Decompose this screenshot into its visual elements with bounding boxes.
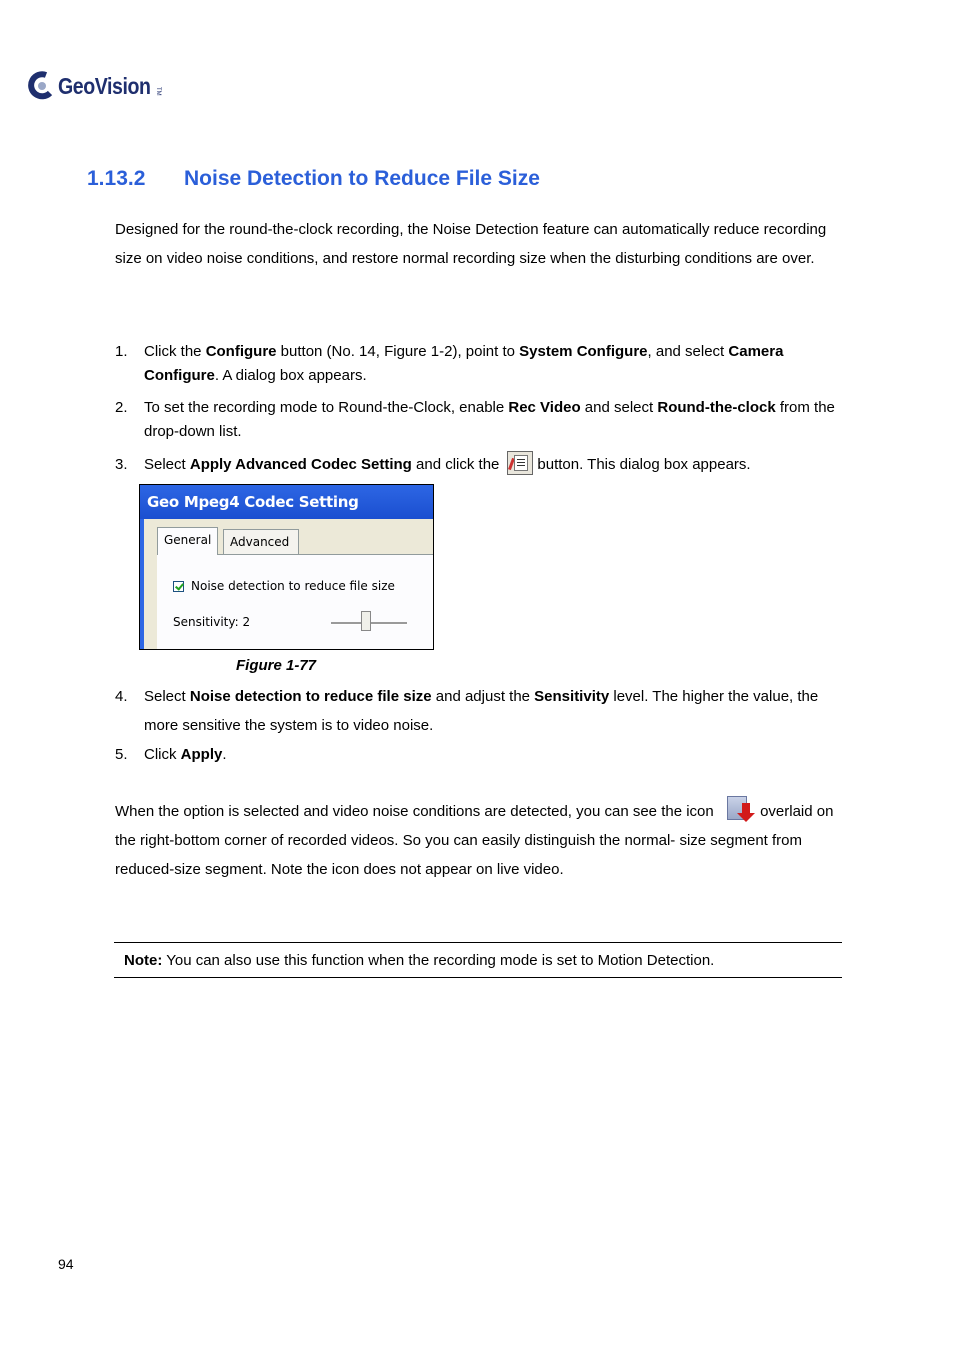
tab-general[interactable]: General <box>157 527 218 555</box>
step-2 <box>115 396 845 444</box>
dialog-body <box>140 519 433 649</box>
step-text-run: Click the <box>144 343 206 360</box>
step-text <box>144 453 845 477</box>
step-text-run: Click <box>144 746 181 763</box>
logo-text: GeoVision <box>58 72 151 99</box>
outro-text-before: When the option is selected and video noise conditions are detected, you can see the icon <box>115 803 714 820</box>
bold-term: Rec Video <box>508 399 581 416</box>
bold-term: Camera Configure <box>144 343 784 384</box>
step-text-run: and adjust the <box>431 688 535 705</box>
step-5 <box>115 740 845 769</box>
general-panel <box>157 554 433 649</box>
step-number: 2. <box>115 399 128 416</box>
step-text <box>144 740 845 769</box>
step-text-run: Select <box>144 456 190 473</box>
step-text-run: and select <box>580 399 658 416</box>
noise-detection-checkbox[interactable] <box>173 581 184 592</box>
step-text-run: and click the <box>411 456 500 473</box>
bold-term: Apply Advanced Codec Setting <box>189 456 412 473</box>
step-number: 5. <box>115 746 128 763</box>
note-text: You can also use this function when the recording mode is set to Motion Detection. <box>162 952 715 969</box>
section-heading <box>87 167 540 191</box>
note-box <box>114 942 842 978</box>
geovision-logo <box>28 68 161 104</box>
codec-setting-dialog <box>139 484 434 650</box>
bold-term: Apply <box>180 746 223 763</box>
noise-detection-label: Noise detection to reduce file size <box>191 579 395 593</box>
step-text-run: button. This dialog box appears. <box>537 456 751 473</box>
section-title: Noise Detection to Reduce File Size <box>184 167 540 190</box>
codec-setting-icon <box>507 451 533 475</box>
step-text <box>144 682 845 740</box>
step-3 <box>115 453 845 477</box>
dialog-title: Geo Mpeg4 Codec Setting <box>140 485 433 519</box>
outro-paragraph <box>115 797 845 884</box>
step-number: 4. <box>115 688 128 705</box>
step-text <box>144 396 845 444</box>
geovision-logo-icon <box>28 71 56 101</box>
section-number: 1.13.2 <box>87 167 146 190</box>
intro-paragraph: Designed for the round-the-clock recording, the Noise Detection feature can automatically reduce recording size on video noise conditions, and restore normal recording size when the disturbing conditions are over. <box>115 221 827 267</box>
step-4 <box>115 682 845 740</box>
bold-term: Round-the-clock <box>657 399 776 416</box>
step-text-run: , and select <box>647 343 729 360</box>
noise-reduced-icon <box>726 795 756 823</box>
figure-caption: Figure 1-77 <box>236 657 317 674</box>
step-text-run: button (No. 14, Figure 1-2), point to <box>276 343 520 360</box>
bold-term: Noise detection to reduce file size <box>189 688 432 705</box>
step-number: 3. <box>115 456 128 473</box>
step-text-run: . A dialog box appears. <box>214 367 367 384</box>
sensitivity-label: Sensitivity: 2 <box>173 615 251 629</box>
step-text-run: Select <box>144 688 190 705</box>
step-text-run: . <box>222 746 227 763</box>
outro-text-after: overlaid on the right-bottom corner of recorded videos. So you can easily distinguish the normal- size segment from reduced-size segment. Note the icon does not appear on live video. <box>115 803 834 879</box>
step-text-run: To set the recording mode to Round-the-Clock, enable <box>144 399 509 416</box>
noise-detection-option[interactable] <box>173 579 395 593</box>
bold-term: Sensitivity <box>534 688 610 705</box>
page-number: 94 <box>58 1256 74 1272</box>
bold-term: Configure <box>205 343 277 360</box>
step-text <box>144 340 845 388</box>
step-text-run: level. The higher the value, the more sensitive the system is to video noise. <box>144 688 819 734</box>
step-1 <box>115 340 845 388</box>
logo-trademark: TM <box>154 86 161 96</box>
sensitivity-slider-thumb[interactable] <box>361 611 371 631</box>
note-label: Note: <box>124 952 163 969</box>
step-text-run: from the drop-down list. <box>144 399 835 440</box>
step-number: 1. <box>115 343 128 360</box>
bold-term: System Configure <box>519 343 648 360</box>
tab-advanced[interactable]: Advanced <box>223 529 299 554</box>
